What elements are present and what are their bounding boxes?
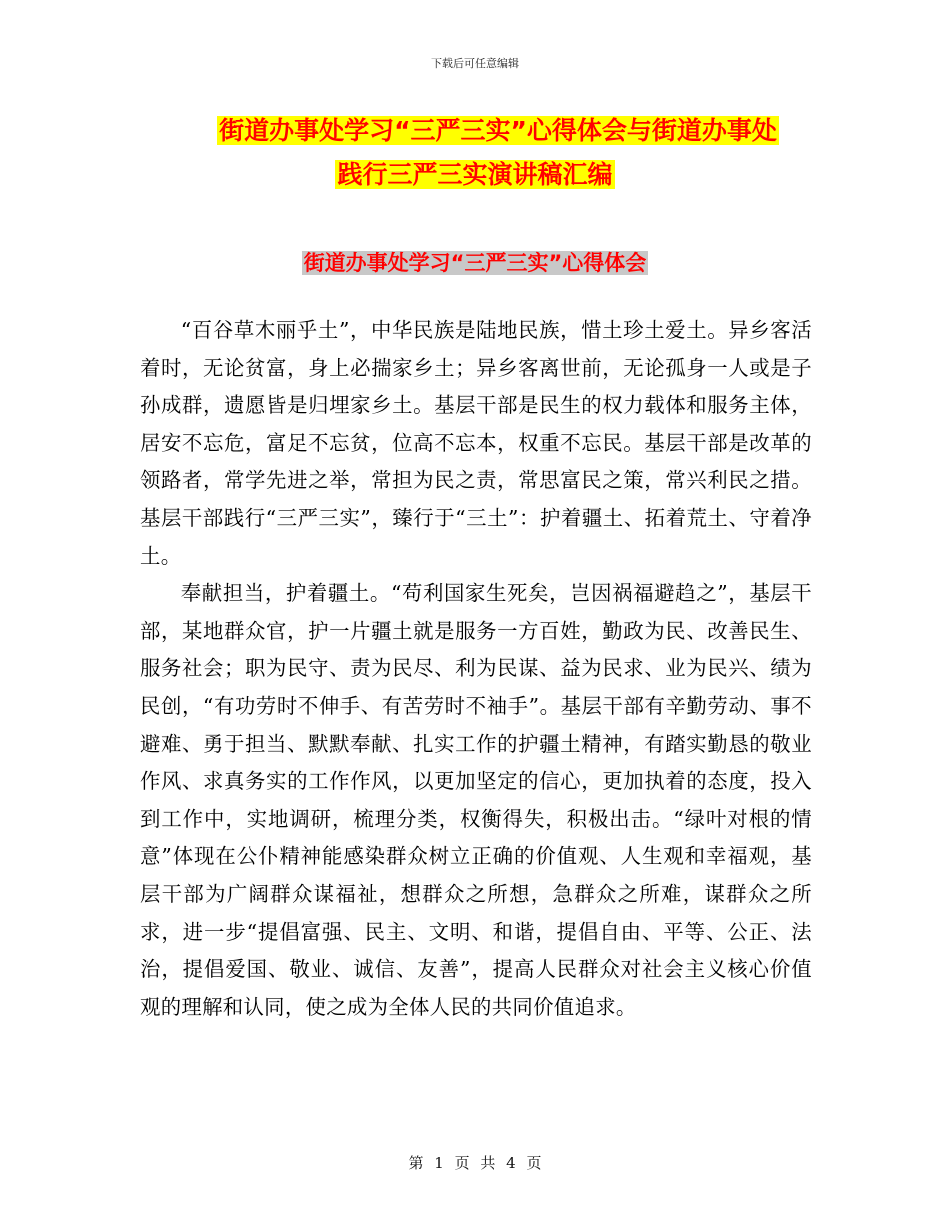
page-header-note: 下载后可任意编辑 [431,57,519,70]
document-title-line-1 [23,114,950,148]
section-heading [0,248,950,278]
section-heading-text: 街道办事处学习“三严三实”心得体会 [303,251,647,275]
page-footer: 第 1 页 共 4 页 [408,1154,542,1172]
paragraph-1: “百谷草木丽乎土”，中华民族是陆地民族，惜土珍土爱土。异乡客活着时，无论贫富，身上必揣家乡土；异乡客离世前，无论孤身一人或是子孙成群，遗愿皆是归埋家乡土。基层干部是民生的权力载体和服务主体，居安不忘危，富足不忘贫，位高不忘本，权重不忘民。基层干部是改革的领路者，常学先进之举，常担为民之责，常思富民之策，常兴利民之措。基层干部践行“三严三实”，臻行于“三土”：护着疆土、拓着荒土、守着净土。 [140,318,812,568]
paragraph-2: 奉献担当，护着疆土。“苟利国家生死矣，岂因祸福避趋之”，基层干部，某地群众官，护一片疆土就是服务一方百姓，勤政为民、改善民生、服务社会；职为民守、责为民尽、利为民谋、益为民求、业为民兴、绩为民创，“有功劳时不伸手、有苦劳时不袖手”。基层干部有辛勤劳动、事不避难、勇于担当、默默奉献、扎实工作的护疆土精神，有踏实勤恳的敬业作风、求真务实的工作作风，以更加坚定的信心，更加执着的态度，投入到工作中，实地调研，梳理分类，权衡得失，积极出击。“绿叶对根的情意”体现在公仆精神能感染群众树立正确的价值观、人生观和幸福观，基层干部为广阔群众谋福祉，想群众之所想，急群众之所难，谋群众之所求，进一步“提倡富强、民主、文明、和谐，提倡自由、平等、公正、法治，提倡爱国、敬业、诚信、友善”，提高人民群众对社会主义核心价值观的理解和认同，使之成为全体人民的共同价值追求。 [140,581,812,1019]
title-line-1-text: 街道办事处学习“三严三实”心得体会与街道办事处 [219,116,777,145]
document-title-line-2 [0,158,950,192]
document-body [140,312,812,1026]
title-line-2-text: 践行三严三实演讲稿汇编 [337,160,613,189]
